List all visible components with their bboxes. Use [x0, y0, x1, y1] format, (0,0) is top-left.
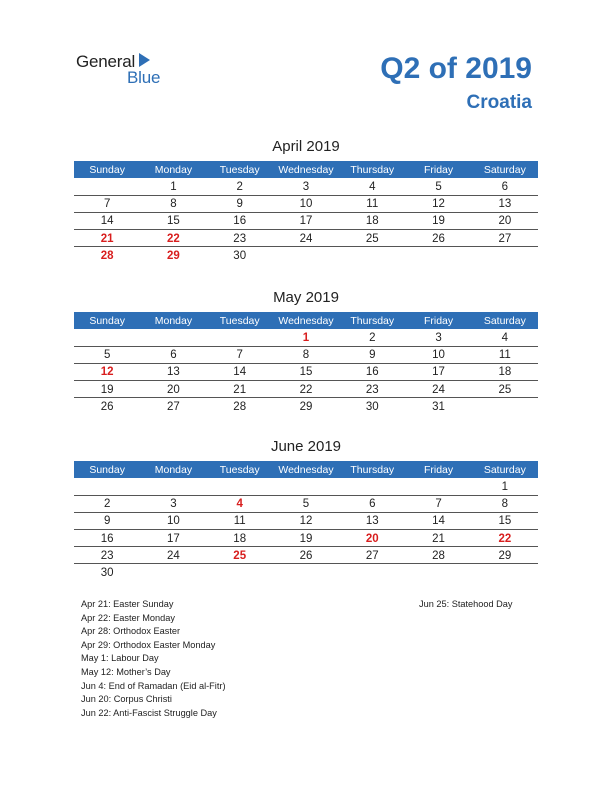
- weekday-header: Thursday: [339, 461, 405, 478]
- day-cell: [140, 564, 206, 581]
- holiday-list-right: [419, 598, 512, 612]
- holiday-note: Jun 4: End of Ramadan (Eid al-Fitr): [81, 680, 226, 691]
- day-cell: 17: [140, 530, 206, 547]
- day-cell: 23: [339, 381, 405, 398]
- week-row: [74, 478, 538, 495]
- day-cell: 28: [233, 401, 247, 414]
- day-cell: [405, 247, 471, 264]
- day-cell: 27: [167, 401, 180, 414]
- day-cell: 15: [472, 512, 538, 529]
- day-cell: [140, 329, 206, 346]
- day-cell: 26: [273, 547, 339, 564]
- month-title: April 2019: [272, 138, 340, 155]
- day-cell: 7: [405, 495, 471, 512]
- day-cell: 31: [432, 401, 445, 414]
- day-cell: 20: [339, 530, 405, 547]
- day-cell: [273, 478, 339, 495]
- day-cell: 13: [140, 363, 206, 380]
- day-cell: 21: [74, 230, 140, 247]
- logo-text-general: General: [76, 52, 136, 71]
- weekday-header: Tuesday: [207, 161, 273, 178]
- day-cell: 8: [140, 195, 206, 212]
- weekday-header: Friday: [405, 161, 471, 178]
- holiday-list: [81, 598, 226, 720]
- month-title: May 2019: [273, 289, 339, 306]
- day-cell: 15: [140, 212, 206, 229]
- day-cell: 4: [207, 495, 273, 512]
- day-cell: [472, 564, 538, 581]
- weekday-header: Monday: [140, 461, 206, 478]
- day-cell: 27: [339, 547, 405, 564]
- day-cell: [74, 478, 140, 495]
- week-row: [74, 512, 538, 529]
- week-row: [74, 346, 538, 363]
- day-cell: 24: [405, 381, 471, 398]
- day-cell: 6: [472, 178, 538, 195]
- day-cell: 8: [273, 346, 339, 363]
- week-row: [74, 564, 538, 581]
- day-cell: 10: [140, 512, 206, 529]
- day-cell: 7: [207, 346, 273, 363]
- day-cell: 30: [365, 401, 379, 414]
- day-cell: 13: [339, 512, 405, 529]
- day-cell: [405, 478, 471, 495]
- day-cell: [140, 478, 206, 495]
- weekday-header: Monday: [140, 312, 206, 329]
- page-title: Q2 of 2019: [380, 52, 532, 85]
- day-cell: [74, 178, 140, 195]
- calendar-grid: [74, 461, 538, 581]
- day-cell: 3: [273, 178, 339, 195]
- calendar-grid: [74, 161, 538, 264]
- holiday-note: Apr 22: Easter Monday: [81, 612, 175, 623]
- day-cell: 30: [233, 250, 247, 263]
- day-cell: 12: [405, 195, 471, 212]
- weekday-header: Wednesday: [273, 312, 339, 329]
- weekday-header: Thursday: [339, 312, 405, 329]
- month-title: June 2019: [270, 438, 342, 455]
- day-cell: 3: [140, 495, 206, 512]
- day-cell: 26: [405, 230, 471, 247]
- weekday-header: Wednesday: [273, 161, 339, 178]
- day-cell: 8: [472, 495, 538, 512]
- weekday-header: Monday: [140, 161, 206, 178]
- day-cell: [472, 247, 538, 264]
- page-subtitle: Croatia: [466, 92, 532, 113]
- day-cell: [74, 329, 140, 346]
- day-cell: 5: [273, 495, 339, 512]
- week-row: [74, 363, 538, 380]
- day-cell: 16: [74, 530, 140, 547]
- day-cell: 14: [405, 512, 471, 529]
- weekday-header: Thursday: [339, 161, 405, 178]
- day-cell: 3: [405, 329, 471, 346]
- day-cell: 16: [207, 212, 273, 229]
- day-cell: 9: [339, 346, 405, 363]
- day-cell: [273, 247, 339, 264]
- day-cell: 21: [207, 381, 273, 398]
- holiday-note: Apr 28: Orthodox Easter: [81, 626, 181, 637]
- day-cell: [207, 478, 273, 495]
- day-cell: 29: [299, 401, 313, 414]
- day-cell: 5: [405, 178, 471, 195]
- day-cell: 26: [100, 401, 114, 414]
- weekday-header: Friday: [405, 461, 471, 478]
- holiday-note: Jun 25: Statehood Day: [419, 599, 513, 609]
- day-cell: 18: [472, 363, 538, 380]
- day-cell: 22: [140, 230, 206, 247]
- week-row: [74, 212, 538, 229]
- day-cell: 29: [472, 547, 538, 564]
- day-cell: 9: [74, 512, 140, 529]
- day-cell: [207, 329, 273, 346]
- day-cell: 12: [273, 512, 339, 529]
- weekday-header: Tuesday: [207, 312, 273, 329]
- day-cell: 20: [472, 212, 538, 229]
- day-cell: 28: [405, 547, 471, 564]
- day-cell: 18: [339, 212, 405, 229]
- weekday-header: Tuesday: [207, 461, 273, 478]
- day-cell: 7: [74, 195, 140, 212]
- logo: [76, 52, 176, 88]
- holiday-note: May 12: Mother’s Day: [81, 666, 171, 677]
- day-cell: 18: [207, 530, 273, 547]
- day-cell: [339, 564, 405, 581]
- holiday-note: Apr 21: Easter Sunday: [81, 599, 174, 609]
- weekday-header: Sunday: [74, 161, 140, 178]
- day-cell: 10: [273, 195, 339, 212]
- week-row: [74, 247, 538, 264]
- day-cell: 25: [472, 381, 538, 398]
- day-cell: 20: [140, 381, 206, 398]
- week-row: [74, 398, 538, 415]
- weekday-header: Sunday: [74, 312, 140, 329]
- day-cell: 4: [339, 178, 405, 195]
- day-cell: 19: [273, 530, 339, 547]
- day-cell: 17: [405, 363, 471, 380]
- day-cell: 11: [207, 512, 273, 529]
- day-cell: 24: [140, 547, 206, 564]
- holiday-note: Jun 20: Corpus Christi: [81, 694, 172, 705]
- day-cell: [273, 564, 339, 581]
- holiday-note: May 1: Labour Day: [81, 653, 159, 664]
- day-cell: 24: [273, 230, 339, 247]
- day-cell: 30: [100, 567, 114, 580]
- day-cell: 2: [339, 329, 405, 346]
- week-row: [74, 547, 538, 564]
- day-cell: 21: [405, 530, 471, 547]
- day-cell: 19: [74, 381, 140, 398]
- holiday-note: Jun 22: Anti-Fascist Struggle Day: [81, 707, 217, 718]
- day-cell: 1: [472, 478, 538, 495]
- day-cell: 22: [472, 530, 538, 547]
- day-cell: 27: [472, 230, 538, 247]
- day-cell: 11: [472, 346, 538, 363]
- day-cell: 25: [339, 230, 405, 247]
- day-cell: 1: [140, 178, 206, 195]
- day-cell: 14: [74, 212, 140, 229]
- day-cell: 5: [74, 346, 140, 363]
- day-cell: 2: [207, 178, 273, 195]
- week-row: [74, 329, 538, 346]
- day-cell: 11: [339, 195, 405, 212]
- day-cell: 15: [273, 363, 339, 380]
- logo-text-blue: Blue: [127, 68, 161, 87]
- day-cell: 13: [472, 195, 538, 212]
- logo-flag-icon: [139, 53, 150, 67]
- weekday-header: Saturday: [472, 161, 538, 178]
- week-row: [74, 178, 538, 195]
- day-cell: [207, 564, 273, 581]
- day-cell: 14: [207, 363, 273, 380]
- day-cell: 6: [140, 346, 206, 363]
- day-cell: 2: [74, 495, 140, 512]
- week-row: [74, 230, 538, 247]
- week-row: [74, 195, 538, 212]
- week-row: [74, 495, 538, 512]
- day-cell: 6: [339, 495, 405, 512]
- day-cell: [472, 398, 538, 415]
- day-cell: 23: [74, 547, 140, 564]
- day-cell: 16: [339, 363, 405, 380]
- day-cell: 12: [74, 363, 140, 380]
- day-cell: 25: [207, 547, 273, 564]
- day-cell: 10: [405, 346, 471, 363]
- day-cell: [339, 478, 405, 495]
- week-row: [74, 381, 538, 398]
- day-cell: 9: [207, 195, 273, 212]
- weekday-header: Wednesday: [273, 461, 339, 478]
- holiday-note: Apr 29: Orthodox Easter Monday: [81, 639, 216, 650]
- weekday-header: Saturday: [472, 312, 538, 329]
- day-cell: 17: [273, 212, 339, 229]
- day-cell: 28: [100, 250, 114, 263]
- day-cell: 4: [472, 329, 538, 346]
- week-row: [74, 530, 538, 547]
- weekday-header: Sunday: [74, 461, 140, 478]
- day-cell: 19: [405, 212, 471, 229]
- day-cell: [405, 564, 471, 581]
- day-cell: [339, 247, 405, 264]
- day-cell: 29: [167, 250, 180, 263]
- weekday-header: Saturday: [472, 461, 538, 478]
- day-cell: 1: [273, 329, 339, 346]
- day-cell: 22: [273, 381, 339, 398]
- day-cell: 23: [207, 230, 273, 247]
- weekday-header: Friday: [405, 312, 471, 329]
- calendar-grid: [74, 312, 538, 415]
